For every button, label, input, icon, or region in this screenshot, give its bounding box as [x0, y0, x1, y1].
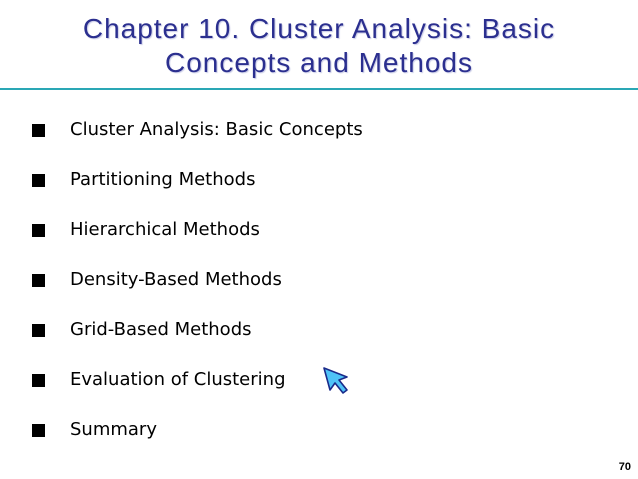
- bullet-item-hierarchical-methods: [32, 218, 363, 268]
- bullet-text: Cluster Analysis: Basic Concepts: [70, 119, 363, 140]
- bullet-text: Hierarchical Methods: [70, 219, 260, 240]
- bullet-text: Summary: [70, 419, 157, 440]
- square-bullet-icon: [32, 274, 45, 287]
- page-number: 70: [618, 461, 631, 473]
- square-bullet-icon: [32, 174, 45, 187]
- bullet-item-summary: [32, 418, 363, 468]
- bullet-item-grid-based-methods: [32, 318, 363, 368]
- title-divider: [0, 88, 638, 90]
- square-bullet-icon: [32, 224, 45, 237]
- bullet-item-evaluation-of-clustering: [32, 368, 363, 418]
- slide-title-line-2: Concepts and Methods: [165, 47, 473, 78]
- arrow-pointer-icon: [321, 366, 349, 394]
- square-bullet-icon: [32, 374, 45, 387]
- square-bullet-icon: [32, 324, 45, 337]
- bullet-text: Partitioning Methods: [70, 169, 256, 190]
- bullet-list: [32, 118, 363, 468]
- square-bullet-icon: [32, 424, 45, 437]
- bullet-item-density-based-methods: [32, 268, 363, 318]
- slide-title: [20, 12, 618, 80]
- bullet-text: Grid-Based Methods: [70, 319, 252, 340]
- slide-title-line-1: Chapter 10. Cluster Analysis: Basic: [82, 13, 556, 44]
- bullet-item-partitioning-methods: [32, 168, 363, 218]
- bullet-text: Evaluation of Clustering: [70, 369, 286, 390]
- bullet-item-cluster-analysis-basic-concepts: [32, 118, 363, 168]
- bullet-text: Density-Based Methods: [70, 269, 282, 290]
- square-bullet-icon: [32, 124, 45, 137]
